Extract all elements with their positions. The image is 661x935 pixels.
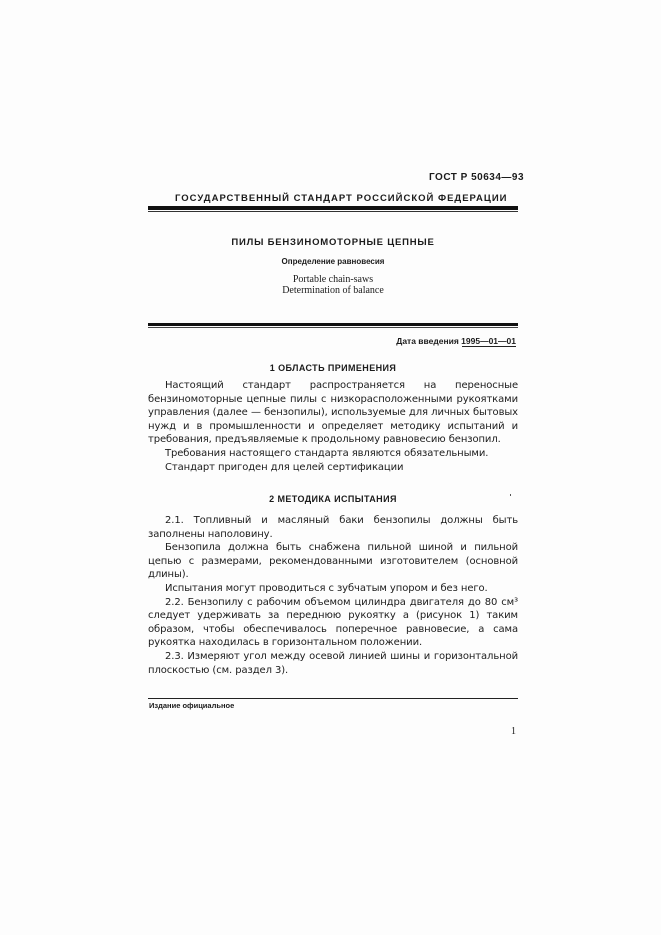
date-underline xyxy=(462,346,516,347)
section-heading-2: 2 МЕТОДИКА ИСПЫТАНИЯ xyxy=(269,494,397,504)
paragraph: 2.2. Бензопилу с рабочим объемом цилиндра двигателя до 80 см³ следует удерживать за переднюю рукоятку а (рисунок 1) таким образом, чтобы обеспечивалось поперечное равновесие, а сама рукоятка находилась в горизонтальном положении. xyxy=(148,596,518,649)
subtitle: Определение равновесия xyxy=(281,257,385,266)
paragraph: Испытания могут проводиться с зубчатым упором и без него. xyxy=(165,582,488,594)
section-2-body xyxy=(148,514,518,677)
introduction-date: Дата введения 1995—01—01 xyxy=(396,336,516,346)
standard-title: ГОСУДАРСТВЕННЫЙ СТАНДАРТ РОССИЙСКОЙ ФЕДЕРАЦИИ xyxy=(175,193,508,204)
page-number: 1 xyxy=(511,726,516,737)
section-1-body xyxy=(148,379,518,474)
footer-rule xyxy=(148,698,518,699)
paragraph: 2.1. Топливный и масляный баки бензопилы должны быть заполнены наполовину. xyxy=(148,515,518,540)
paragraph: Настоящий стандарт распространяется на переносные бензиномоторные цепные пилы с низкорасположенными рукоятками управления (далее — бензопилы), используемые для личных бытовых нужд и в промышленности и определяет методику испытаний и требования, предъявляемые к продольному равновесию бензопил. xyxy=(148,380,518,446)
title-rule-thick xyxy=(148,323,518,326)
edition-note: Издание официальное xyxy=(149,701,235,710)
paragraph: 2.3. Измеряют угол между осевой линией шины и горизонтальной плоскостью (см. раздел 3). xyxy=(148,650,518,676)
paragraph: Стандарт пригоден для целей сертификации xyxy=(165,461,404,473)
header-rule-thin xyxy=(148,211,518,212)
header-rule-thick xyxy=(148,206,518,210)
english-title-line-2: Determination of balance xyxy=(282,285,384,296)
english-title xyxy=(148,274,518,296)
document-code: ГОСТ Р 50634—93 xyxy=(429,172,525,183)
paragraph: Бензопила должна быть снабжена пильной шиной и пильной цепью с размерами, рекомендованными изготовителем (основной длины). xyxy=(148,542,518,581)
english-title-line-1: Portable chain-saws xyxy=(292,274,374,285)
main-title: ПИЛЫ БЕНЗИНОМОТОРНЫЕ ЦЕПНЫЕ xyxy=(231,237,435,248)
title-rule-thin xyxy=(148,327,518,328)
paragraph: Требования настоящего стандарта являются обязательными. xyxy=(165,447,489,459)
section-heading-1: 1 ОБЛАСТЬ ПРИМЕНЕНИЯ xyxy=(269,363,397,373)
